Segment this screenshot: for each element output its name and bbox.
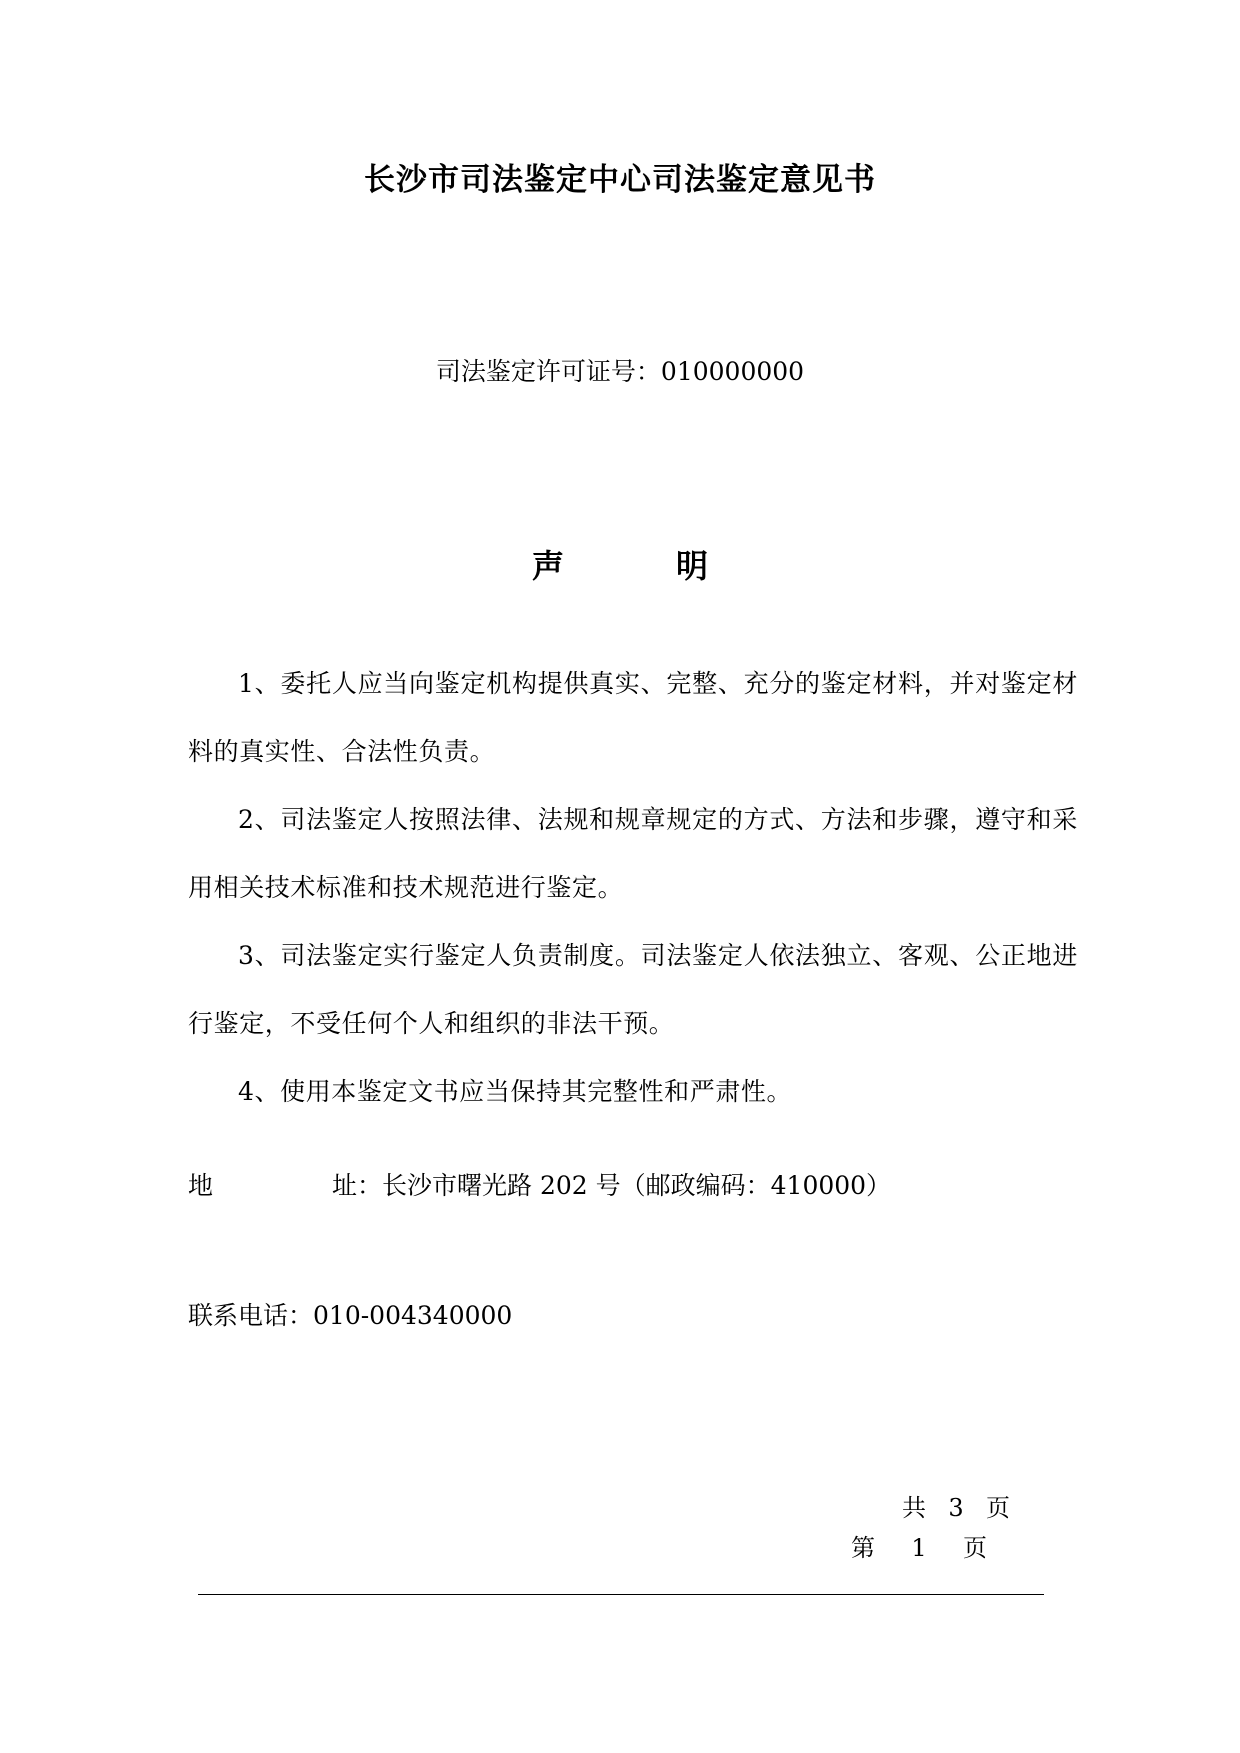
total-pages-suffix: 页 bbox=[986, 1494, 1010, 1522]
declaration-statements bbox=[188, 650, 1078, 1126]
footer-divider bbox=[198, 1594, 1044, 1595]
total-pages bbox=[900, 1492, 1012, 1524]
address-label-last: 址： bbox=[332, 1171, 383, 1200]
declaration-heading bbox=[0, 544, 1240, 588]
current-page-suffix: 页 bbox=[963, 1534, 987, 1562]
phone-line bbox=[188, 1298, 512, 1334]
current-page-prefix: 第 bbox=[851, 1534, 875, 1562]
statement-4: 4、使用本鉴定文书应当保持其完整性和严肃性。 bbox=[238, 1077, 793, 1106]
address-label-first: 地 bbox=[188, 1171, 214, 1200]
address-value: 长沙市曙光路 202 号（邮政编码：410000） bbox=[382, 1171, 892, 1200]
declaration-heading-char-1: 声 bbox=[531, 547, 564, 585]
current-page bbox=[848, 1532, 990, 1564]
total-pages-prefix: 共 bbox=[902, 1494, 926, 1522]
phone-label: 联系电话： bbox=[188, 1301, 314, 1330]
total-pages-count: 3 bbox=[948, 1494, 964, 1522]
license-number: 司法鉴定许可证号：010000000 bbox=[435, 357, 805, 386]
declaration-heading-char-2: 明 bbox=[676, 547, 709, 585]
current-page-number: 1 bbox=[911, 1534, 927, 1562]
document-title: 长沙市司法鉴定中心司法鉴定意见书 bbox=[364, 162, 876, 198]
phone-value: 010-004340000 bbox=[313, 1301, 513, 1330]
statement-3: 3、司法鉴定实行鉴定人负责制度。司法鉴定人依法独立、客观、公正地进行鉴定，不受任何个人和组织的非法干预。 bbox=[188, 941, 1078, 1038]
statement-2: 2、司法鉴定人按照法律、法规和规章规定的方式、方法和步骤，遵守和采用相关技术标准和技术规范进行鉴定。 bbox=[188, 805, 1078, 902]
address-line bbox=[188, 1168, 891, 1204]
statement-1: 1、委托人应当向鉴定机构提供真实、完整、充分的鉴定材料，并对鉴定材料的真实性、合法性负责。 bbox=[188, 669, 1078, 766]
